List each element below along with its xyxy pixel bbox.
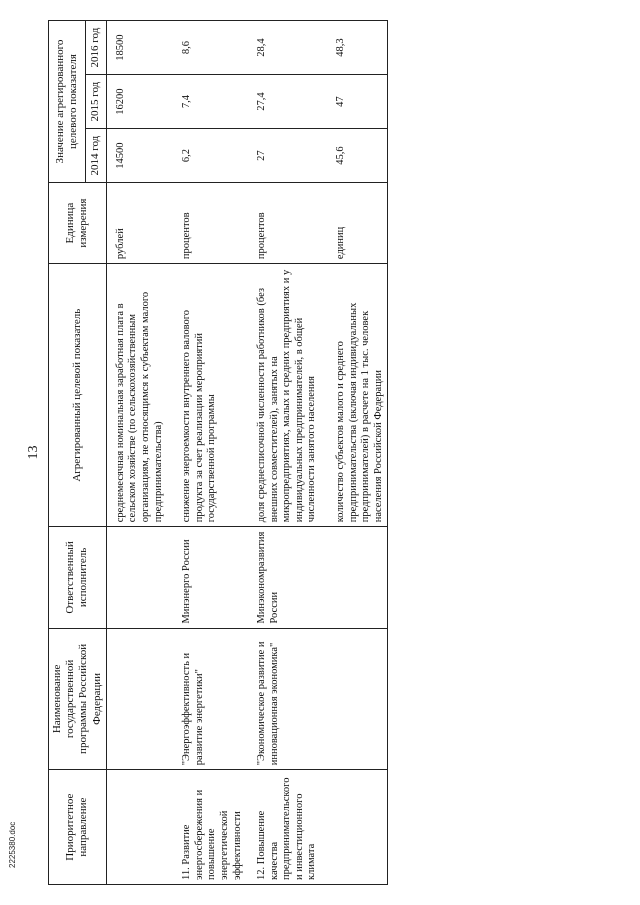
cell-direction: 12. Повышение качества предпринимательского и инвестиционного климата <box>246 770 321 885</box>
cell-program <box>106 628 167 770</box>
cell-indicator: количество субъектов малого и среднего предпринимательства (включая индивидуальных предпринимателей) в расчете на 1 тыс. человек населения Российской Федерации <box>321 264 388 527</box>
header-year-2016: 2016 год <box>85 21 106 75</box>
indicator-table <box>48 20 388 885</box>
cell-value-2014: 6,2 <box>167 129 246 183</box>
cell-unit: процентов <box>246 183 321 264</box>
cell-executor: Минэнерго России <box>167 527 246 628</box>
cell-executor <box>106 527 167 628</box>
cell-direction: 11. Развитие энергосбережения и повышение энергетической эффективности <box>167 770 246 885</box>
cell-program <box>321 628 388 770</box>
cell-executor <box>321 527 388 628</box>
cell-indicator: снижение энергоемкости внутреннего валового продукта за счет реализации мероприятий государственной программы <box>167 264 246 527</box>
cell-indicator: доля среднесписочной численности работников (без внешних совместителей), занятых на микропредприятиях, малых и средних предприятиях и у индивидуальных предпринимателей, в общей численности занятого населения <box>246 264 321 527</box>
cell-unit: процентов <box>167 183 246 264</box>
header-value-group: Значение агрегированного целевого показателя <box>49 21 86 183</box>
cell-unit: рублей <box>106 183 167 264</box>
header-direction: Приоритетное направление <box>49 770 107 885</box>
cell-value-2016: 18500 <box>106 21 167 75</box>
header-year-2014: 2014 год <box>85 129 106 183</box>
cell-value-2015: 27,4 <box>246 75 321 129</box>
cell-value-2016: 28,4 <box>246 21 321 75</box>
table-row <box>106 21 167 885</box>
header-unit: Единица измерения <box>49 183 107 264</box>
cell-program: "Экономическое развитие и инновационная экономика" <box>246 628 321 770</box>
cell-program: "Энергоэффективность и развитие энергетики" <box>167 628 246 770</box>
table-row <box>246 21 321 885</box>
header-indicator: Агрегированный целевой показатель <box>49 264 107 527</box>
cell-direction <box>106 770 167 885</box>
cell-executor: Минэкономразвития России <box>246 527 321 628</box>
cell-value-2015: 7,4 <box>167 75 246 129</box>
document-id: 2225380.doc <box>8 821 17 868</box>
cell-value-2015: 47 <box>321 75 388 129</box>
cell-value-2015: 16200 <box>106 75 167 129</box>
page-number: 13 <box>26 445 41 460</box>
cell-value-2014: 45,6 <box>321 129 388 183</box>
cell-direction <box>321 770 388 885</box>
cell-value-2016: 8,6 <box>167 21 246 75</box>
cell-indicator: среднемесячная номинальная заработная плата в сельском хозяйстве (по сельскохозяйственным организациям, не относящимся к субъектам малого предпринимательства) <box>106 264 167 527</box>
header-executor: Ответственный исполнитель <box>49 527 107 628</box>
table-row <box>321 21 388 885</box>
cell-unit: единиц <box>321 183 388 264</box>
header-year-2015: 2015 год <box>85 75 106 129</box>
cell-value-2016: 48,3 <box>321 21 388 75</box>
table-row <box>167 21 246 885</box>
cell-value-2014: 27 <box>246 129 321 183</box>
header-program: Наименование государственной программы Российской Федерации <box>49 628 107 770</box>
rotated-page <box>20 20 620 885</box>
cell-value-2014: 14500 <box>106 129 167 183</box>
